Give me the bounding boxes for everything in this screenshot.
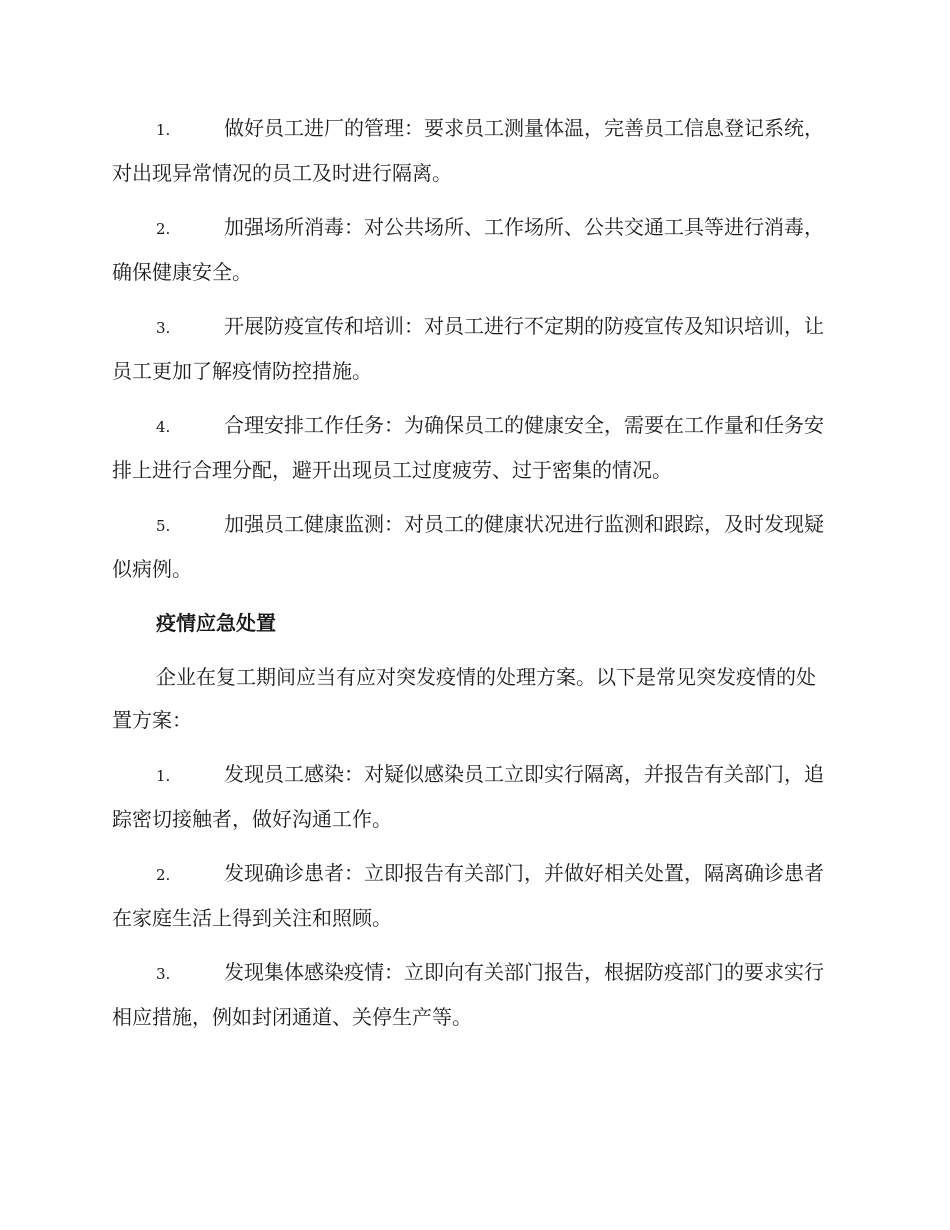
list-text: 发现员工感染：对疑似感染员工立即实行隔离，并报告有关部门，追踪密切接触者，做好沟通工作。 bbox=[112, 762, 824, 831]
list-item bbox=[112, 206, 834, 294]
list-item bbox=[112, 404, 834, 492]
list-item bbox=[112, 305, 834, 393]
list-number: 4. bbox=[156, 418, 171, 436]
list-item bbox=[112, 107, 834, 195]
list-number: 2. bbox=[156, 220, 171, 238]
list-number: 5. bbox=[156, 517, 171, 535]
list-text: 做好员工进厂的管理：要求员工测量体温，完善员工信息登记系统，对出现异常情况的员工及时进行隔离。 bbox=[112, 116, 824, 185]
list-number: 3. bbox=[156, 965, 171, 983]
list-number: 1. bbox=[156, 767, 171, 785]
list-text: 开展防疫宣传和培训：对员工进行不定期的防疫宣传及知识培训，让员工更加了解疫情防控措施。 bbox=[112, 314, 824, 383]
document-page bbox=[112, 107, 834, 1050]
list-text: 加强场所消毒：对公共场所、工作场所、公共交通工具等进行消毒，确保健康安全。 bbox=[112, 215, 824, 284]
list-number: 3. bbox=[156, 319, 171, 337]
list-item bbox=[112, 503, 834, 591]
list-text: 发现确诊患者：立即报告有关部门，并做好相关处置，隔离确诊患者在家庭生活上得到关注和照顾。 bbox=[112, 861, 824, 930]
section-heading: 疫情应急处置 bbox=[156, 611, 276, 635]
list-item bbox=[112, 852, 834, 940]
list-text: 加强员工健康监测：对员工的健康状况进行监测和跟踪，及时发现疑似病例。 bbox=[112, 512, 824, 581]
list-text: 合理安排工作任务：为确保员工的健康安全，需要在工作量和任务安排上进行合理分配，避开出现员工过度疲劳、过于密集的情况。 bbox=[112, 413, 824, 482]
list-item bbox=[112, 753, 834, 841]
intro-paragraph: 企业在复工期间应当有应对突发疫情的处理方案。以下是常见突发疫情的处置方案： bbox=[112, 665, 816, 732]
list-number: 1. bbox=[156, 121, 171, 139]
list-text: 发现集体感染疫情：立即向有关部门报告，根据防疫部门的要求实行相应措施，例如封闭通道、关停生产等。 bbox=[112, 960, 824, 1029]
list-item bbox=[112, 951, 834, 1039]
list-number: 2. bbox=[156, 866, 171, 884]
